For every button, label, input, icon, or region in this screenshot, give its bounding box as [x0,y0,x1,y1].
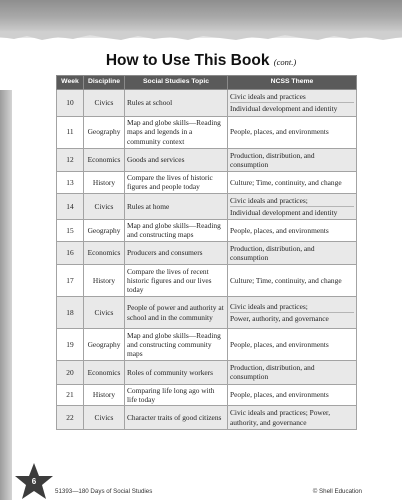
topic-cell: Roles of community workers [125,361,228,385]
table-row [57,265,357,297]
ncss-theme-cell [228,265,357,297]
week-cell: 14 [57,193,84,220]
topic-cell: Compare the lives of historic figures and people today [125,172,228,194]
topic-cell: Character traits of good citizens [125,406,228,430]
discipline-cell: History [84,265,125,297]
topic-cell: Goods and services [125,148,228,172]
page-number: 6 [31,477,37,486]
table-row [57,361,357,385]
ncss-theme-line: Culture; Time, continuity, and change [230,275,342,285]
topic-cell: Map and globe skills—Reading maps and legends in a community context [125,116,228,148]
table-body [57,90,357,430]
discipline-cell: Economics [84,148,125,172]
page-title-text: How to Use This Book [105,52,270,69]
topic-cell: Rules at home [125,193,228,220]
week-cell: 12 [57,148,84,172]
table-row [57,172,357,194]
ncss-theme-line: People, places, and environments [230,225,329,235]
ncss-theme-cell [228,116,357,148]
week-cell: 10 [57,90,84,117]
table-row [57,90,357,117]
week-cell: 21 [57,384,84,406]
topic-cell: Map and globe skills—Reading and constructing maps [125,220,228,242]
ncss-theme-cell [228,297,357,329]
topic-cell: People of power and authority at school and in the community [125,297,228,329]
topic-cell: Map and globe skills—Reading and constructing community maps [125,329,228,361]
table-row [57,116,357,148]
ncss-theme-cell [228,406,357,430]
ncss-theme-line: Power, authority, and governance [230,312,354,324]
ncss-theme-cell [228,90,357,117]
week-cell: 11 [57,116,84,148]
page-title-suffix: (cont.) [273,57,297,67]
ncss-theme-line: Production, distribution, and consumption [230,243,315,262]
left-decorative-bar [0,90,12,500]
discipline-cell: Economics [84,361,125,385]
discipline-cell: Civics [84,297,125,329]
discipline-cell: History [84,384,125,406]
ncss-theme-line: Individual development and identity [230,102,354,114]
table-row [57,220,357,242]
discipline-cell: Geography [84,220,125,242]
ncss-theme-cell [228,148,357,172]
table-header-row [57,76,357,90]
discipline-cell: History [84,172,125,194]
discipline-cell: Civics [84,406,125,430]
table-row [57,148,357,172]
header-band [0,0,402,38]
ncss-theme-line: Individual development and identity [230,206,354,218]
ncss-theme-cell [228,193,357,220]
topic-cell: Producers and consumers [125,241,228,265]
header-theme: NCSS Theme [228,76,357,90]
ncss-theme-cell [228,384,357,406]
header-discipline: Discipline [84,76,125,90]
weekly-topics-table [56,75,357,430]
discipline-cell: Economics [84,241,125,265]
topic-cell: Comparing life long ago with life today [125,384,228,406]
ncss-theme-line: People, places, and environments [230,339,329,349]
ncss-theme-line: People, places, and environments [230,390,329,400]
week-cell: 16 [57,241,84,265]
table-row [57,406,357,430]
ncss-theme-line: Production, distribution, and consumption [230,150,315,169]
discipline-cell: Geography [84,329,125,361]
table-row [57,329,357,361]
week-cell: 15 [57,220,84,242]
header-topic: Social Studies Topic [125,76,228,90]
table-row [57,384,357,406]
ncss-theme-line: Civic ideals and practices; [230,301,308,311]
ncss-theme-line: Culture; Time, continuity, and change [230,177,342,187]
ncss-theme-line: Civic ideals and practices; Power, authority, and governance [230,408,331,427]
table-row [57,241,357,265]
discipline-cell: Civics [84,90,125,117]
topic-cell: Rules at school [125,90,228,117]
ncss-theme-line: People, places, and environments [230,127,329,137]
week-cell: 17 [57,265,84,297]
footer-publisher: © Shell Education [312,488,362,495]
ncss-theme-cell [228,220,357,242]
page-title [0,52,402,70]
footer-product-code: 51393—180 Days of Social Studies [55,488,153,495]
table-row [57,297,357,329]
discipline-cell: Geography [84,116,125,148]
week-cell: 13 [57,172,84,194]
week-cell: 18 [57,297,84,329]
torn-edge-decoration [0,32,402,42]
ncss-theme-cell [228,361,357,385]
header-week: Week [57,76,84,90]
topic-cell: Compare the lives of recent historic figures and our lives today [125,265,228,297]
ncss-theme-line: Production, distribution, and consumption [230,363,315,382]
ncss-theme-cell [228,241,357,265]
ncss-theme-line: Civic ideals and practices; [230,195,308,205]
table-row [57,193,357,220]
ncss-theme-line: Civic ideals and practices [230,92,306,101]
week-cell: 22 [57,406,84,430]
discipline-cell: Civics [84,193,125,220]
ncss-theme-cell [228,172,357,194]
ncss-theme-cell [228,329,357,361]
week-cell: 20 [57,361,84,385]
week-cell: 19 [57,329,84,361]
